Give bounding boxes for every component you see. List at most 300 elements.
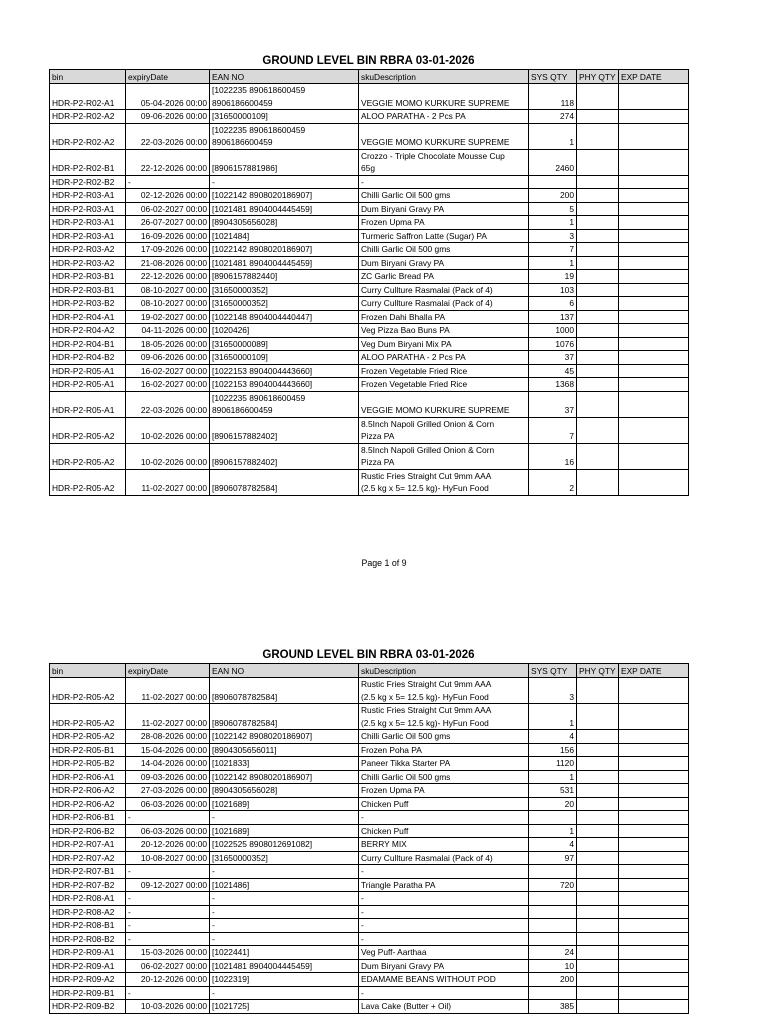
cell-ean-no: [1021725] <box>210 1000 359 1014</box>
cell-bin: HDR-P2-R03-B1 <box>50 283 126 297</box>
cell-sku-description: Chilli Garlic Oil 500 gms <box>359 730 529 744</box>
cell-sku-description: Chicken Puff <box>359 824 529 838</box>
cell-expiry-date: 22-12-2026 00:00 <box>126 149 210 175</box>
cell-phy-qty <box>577 351 619 365</box>
cell-exp-date <box>619 1000 689 1014</box>
cell-expiry-date: 16-09-2026 00:00 <box>126 229 210 243</box>
table-row <box>50 351 689 365</box>
cell-sys-qty <box>529 811 577 825</box>
cell-bin: HDR-P2-R05-A1 <box>50 391 126 417</box>
cell-ean-no: [1022235 890618600459 8906186600459 <box>210 391 359 417</box>
table-row <box>50 417 689 443</box>
cell-exp-date <box>619 256 689 270</box>
cell-sys-qty: 103 <box>529 283 577 297</box>
cell-ean-no: [1021481 8904004445459] <box>210 202 359 216</box>
table-row <box>50 469 689 495</box>
cell-bin: HDR-P2-R05-A1 <box>50 364 126 378</box>
cell-exp-date <box>619 784 689 798</box>
inventory-table-page-2 <box>49 663 689 1014</box>
cell-sys-qty: 385 <box>529 1000 577 1014</box>
cell-expiry-date: 08-10-2027 00:00 <box>126 297 210 311</box>
cell-phy-qty <box>577 959 619 973</box>
cell-expiry-date: 10-08-2027 00:00 <box>126 851 210 865</box>
table-row <box>50 364 689 378</box>
cell-expiry-date: 15-03-2026 00:00 <box>126 946 210 960</box>
cell-exp-date <box>619 743 689 757</box>
cell-ean-no: [1022153 8904004443660] <box>210 364 359 378</box>
cell-phy-qty <box>577 878 619 892</box>
cell-sku-description: Chilli Garlic Oil 500 gms <box>359 243 529 257</box>
cell-sku-description: - <box>359 986 529 1000</box>
table-row <box>50 892 689 906</box>
cell-phy-qty <box>577 110 619 124</box>
cell-sys-qty <box>529 905 577 919</box>
table-row <box>50 391 689 417</box>
cell-sys-qty <box>529 892 577 906</box>
cell-exp-date <box>619 443 689 469</box>
cell-sku-description: 8.5Inch Napoli Grilled Onion & Corn Pizza PA <box>359 417 529 443</box>
cell-sku-description: Chilli Garlic Oil 500 gms <box>359 770 529 784</box>
cell-exp-date <box>619 283 689 297</box>
col-header-expiry-date: expiryDate <box>126 70 210 84</box>
cell-phy-qty <box>577 704 619 730</box>
cell-sys-qty <box>529 932 577 946</box>
cell-ean-no: [1022525 8908012691082] <box>210 838 359 852</box>
cell-bin: HDR-P2-R04-A1 <box>50 310 126 324</box>
cell-sku-description: Frozen Upma PA <box>359 784 529 798</box>
cell-expiry-date: 11-02-2027 00:00 <box>126 704 210 730</box>
cell-phy-qty <box>577 123 619 149</box>
cell-exp-date <box>619 149 689 175</box>
table-row <box>50 946 689 960</box>
table-row <box>50 378 689 392</box>
cell-sku-description: Turmeric Saffron Latte (Sugar) PA <box>359 229 529 243</box>
cell-sku-description: - <box>359 905 529 919</box>
cell-exp-date <box>619 123 689 149</box>
cell-phy-qty <box>577 973 619 987</box>
cell-phy-qty <box>577 811 619 825</box>
cell-bin: HDR-P2-R03-B2 <box>50 297 126 311</box>
cell-ean-no: [8904305656011] <box>210 743 359 757</box>
cell-sys-qty: 1 <box>529 770 577 784</box>
cell-expiry-date: 09-03-2026 00:00 <box>126 770 210 784</box>
cell-sys-qty: 1 <box>529 256 577 270</box>
cell-exp-date <box>619 216 689 230</box>
cell-sys-qty: 19 <box>529 270 577 284</box>
table-header-row <box>50 664 689 678</box>
cell-sku-description: Veg Puff- Aarthaa <box>359 946 529 960</box>
table-row <box>50 175 689 189</box>
cell-exp-date <box>619 364 689 378</box>
table-row <box>50 443 689 469</box>
cell-bin: HDR-P2-R07-B1 <box>50 865 126 879</box>
cell-exp-date <box>619 704 689 730</box>
col-header-bin: bin <box>50 664 126 678</box>
cell-sys-qty: 1120 <box>529 757 577 771</box>
cell-exp-date <box>619 986 689 1000</box>
cell-sys-qty: 1076 <box>529 337 577 351</box>
col-header-expiry-date: expiryDate <box>126 664 210 678</box>
cell-sku-description: ALOO PARATHA - 2 Pcs PA <box>359 110 529 124</box>
cell-phy-qty <box>577 838 619 852</box>
cell-bin: HDR-P2-R04-A2 <box>50 324 126 338</box>
cell-expiry-date: 18-05-2026 00:00 <box>126 337 210 351</box>
cell-phy-qty <box>577 770 619 784</box>
cell-bin: HDR-P2-R09-B2 <box>50 1000 126 1014</box>
cell-ean-no: [1022142 8908020186907] <box>210 770 359 784</box>
cell-ean-no: [31650000089] <box>210 337 359 351</box>
cell-expiry-date: - <box>126 175 210 189</box>
cell-bin: HDR-P2-R07-A2 <box>50 851 126 865</box>
cell-expiry-date: 06-02-2027 00:00 <box>126 202 210 216</box>
cell-phy-qty <box>577 84 619 110</box>
cell-sys-qty: 118 <box>529 84 577 110</box>
table-row <box>50 270 689 284</box>
cell-bin: HDR-P2-R03-A2 <box>50 256 126 270</box>
cell-exp-date <box>619 919 689 933</box>
cell-expiry-date: - <box>126 865 210 879</box>
cell-phy-qty <box>577 851 619 865</box>
cell-phy-qty <box>577 743 619 757</box>
cell-phy-qty <box>577 270 619 284</box>
cell-bin: HDR-P2-R05-A2 <box>50 704 126 730</box>
table-body <box>50 678 689 1014</box>
cell-sys-qty: 137 <box>529 310 577 324</box>
cell-bin: HDR-P2-R04-B2 <box>50 351 126 365</box>
cell-expiry-date: 08-10-2027 00:00 <box>126 283 210 297</box>
cell-exp-date <box>619 243 689 257</box>
cell-sys-qty: 37 <box>529 391 577 417</box>
cell-sku-description: Frozen Dahi Bhalla PA <box>359 310 529 324</box>
cell-sys-qty: 45 <box>529 364 577 378</box>
cell-phy-qty <box>577 946 619 960</box>
cell-expiry-date: 11-02-2027 00:00 <box>126 469 210 495</box>
cell-phy-qty <box>577 417 619 443</box>
cell-expiry-date: 22-03-2026 00:00 <box>126 391 210 417</box>
cell-expiry-date: 10-02-2026 00:00 <box>126 417 210 443</box>
cell-exp-date <box>619 878 689 892</box>
col-header-sku-description: skuDescription <box>359 664 529 678</box>
table-row <box>50 678 689 704</box>
cell-sku-description: Frozen Upma PA <box>359 216 529 230</box>
cell-phy-qty <box>577 824 619 838</box>
cell-sku-description: - <box>359 811 529 825</box>
cell-sku-description: Rustic Fries Straight Cut 9mm AAA (2.5 kg x 5= 12.5 kg)- HyFun Food <box>359 704 529 730</box>
cell-sku-description: Frozen Poha PA <box>359 743 529 757</box>
cell-sku-description: Curry Cullture Rasmalai (Pack of 4) <box>359 851 529 865</box>
cell-ean-no: [1021833] <box>210 757 359 771</box>
cell-phy-qty <box>577 243 619 257</box>
col-header-exp-date: EXP DATE <box>619 70 689 84</box>
cell-exp-date <box>619 824 689 838</box>
cell-expiry-date: 15-04-2026 00:00 <box>126 743 210 757</box>
cell-sku-description: Dum Biryani Gravy PA <box>359 959 529 973</box>
cell-expiry-date: 06-03-2026 00:00 <box>126 797 210 811</box>
cell-expiry-date: 20-12-2026 00:00 <box>126 838 210 852</box>
cell-bin: HDR-P2-R09-A1 <box>50 946 126 960</box>
table-row <box>50 811 689 825</box>
cell-expiry-date: 04-11-2026 00:00 <box>126 324 210 338</box>
table-row <box>50 824 689 838</box>
cell-exp-date <box>619 959 689 973</box>
cell-exp-date <box>619 202 689 216</box>
cell-bin: HDR-P2-R02-A2 <box>50 110 126 124</box>
cell-ean-no: [1022319] <box>210 973 359 987</box>
cell-exp-date <box>619 175 689 189</box>
table-row <box>50 865 689 879</box>
cell-expiry-date: 05-04-2026 00:00 <box>126 84 210 110</box>
cell-phy-qty <box>577 189 619 203</box>
cell-phy-qty <box>577 986 619 1000</box>
cell-sys-qty: 3 <box>529 229 577 243</box>
cell-ean-no: [8906157882402] <box>210 417 359 443</box>
cell-sys-qty: 1 <box>529 824 577 838</box>
cell-phy-qty <box>577 297 619 311</box>
cell-sku-description: Lava Cake (Butter + Oil) <box>359 1000 529 1014</box>
table-row <box>50 337 689 351</box>
cell-bin: HDR-P2-R04-B1 <box>50 337 126 351</box>
cell-sku-description: Dum Biryani Gravy PA <box>359 256 529 270</box>
cell-ean-no: - <box>210 892 359 906</box>
cell-sku-description: Chicken Puff <box>359 797 529 811</box>
cell-bin: HDR-P2-R03-A1 <box>50 229 126 243</box>
cell-bin: HDR-P2-R03-A1 <box>50 202 126 216</box>
cell-bin: HDR-P2-R05-A1 <box>50 378 126 392</box>
cell-phy-qty <box>577 378 619 392</box>
table-row <box>50 310 689 324</box>
col-header-exp-date: EXP DATE <box>619 664 689 678</box>
cell-exp-date <box>619 678 689 704</box>
table-row <box>50 757 689 771</box>
table-header-row <box>50 70 689 84</box>
cell-sku-description: VEGGIE MOMO KURKURE SUPREME <box>359 84 529 110</box>
cell-sku-description: VEGGIE MOMO KURKURE SUPREME <box>359 123 529 149</box>
cell-exp-date <box>619 851 689 865</box>
cell-expiry-date: 10-02-2026 00:00 <box>126 443 210 469</box>
cell-phy-qty <box>577 932 619 946</box>
cell-exp-date <box>619 757 689 771</box>
cell-phy-qty <box>577 443 619 469</box>
cell-expiry-date: 19-02-2027 00:00 <box>126 310 210 324</box>
cell-sku-description: Paneer Tikka Starter PA <box>359 757 529 771</box>
cell-sku-description: Veg Pizza Bao Buns PA <box>359 324 529 338</box>
cell-phy-qty <box>577 784 619 798</box>
cell-sys-qty: 200 <box>529 973 577 987</box>
cell-sku-description: Dum Biryani Gravy PA <box>359 202 529 216</box>
cell-expiry-date: 21-08-2026 00:00 <box>126 256 210 270</box>
cell-bin: HDR-P2-R05-A2 <box>50 730 126 744</box>
cell-sku-description: Frozen Vegetable Fried Rice <box>359 364 529 378</box>
cell-ean-no: [31650000109] <box>210 110 359 124</box>
cell-exp-date <box>619 730 689 744</box>
table-row <box>50 229 689 243</box>
cell-ean-no: [31650000109] <box>210 351 359 365</box>
cell-phy-qty <box>577 283 619 297</box>
cell-sys-qty: 37 <box>529 351 577 365</box>
cell-sys-qty <box>529 865 577 879</box>
cell-bin: HDR-P2-R05-B1 <box>50 743 126 757</box>
cell-sys-qty: 1 <box>529 123 577 149</box>
col-header-phy-qty: PHY QTY <box>577 664 619 678</box>
cell-bin: HDR-P2-R06-A2 <box>50 797 126 811</box>
cell-expiry-date: 16-02-2027 00:00 <box>126 378 210 392</box>
cell-ean-no: [1022148 8904004440447] <box>210 310 359 324</box>
cell-sku-description: VEGGIE MOMO KURKURE SUPREME <box>359 391 529 417</box>
cell-expiry-date: - <box>126 811 210 825</box>
table-row <box>50 919 689 933</box>
cell-exp-date <box>619 337 689 351</box>
cell-exp-date <box>619 229 689 243</box>
cell-phy-qty <box>577 730 619 744</box>
page-2-title: GROUND LEVEL BIN RBRA 03-01-2026 <box>262 649 475 661</box>
cell-ean-no: [1022441] <box>210 946 359 960</box>
cell-exp-date <box>619 865 689 879</box>
cell-sys-qty: 97 <box>529 851 577 865</box>
cell-phy-qty <box>577 256 619 270</box>
cell-expiry-date: - <box>126 986 210 1000</box>
cell-ean-no: [1022142 8908020186907] <box>210 730 359 744</box>
table-row <box>50 838 689 852</box>
cell-sku-description: Rustic Fries Straight Cut 9mm AAA (2.5 kg x 5= 12.5 kg)- HyFun Food <box>359 469 529 495</box>
cell-sku-description: Chilli Garlic Oil 500 gms <box>359 189 529 203</box>
cell-bin: HDR-P2-R05-A2 <box>50 417 126 443</box>
table-row <box>50 123 689 149</box>
cell-ean-no: [8906157882440] <box>210 270 359 284</box>
cell-sys-qty <box>529 919 577 933</box>
page-2 <box>49 647 688 1014</box>
cell-expiry-date: 11-02-2027 00:00 <box>126 678 210 704</box>
cell-ean-no: - <box>210 986 359 1000</box>
cell-exp-date <box>619 797 689 811</box>
cell-exp-date <box>619 391 689 417</box>
cell-sku-description: Crozzo - Triple Chocolate Mousse Cup 65g <box>359 149 529 175</box>
cell-phy-qty <box>577 364 619 378</box>
cell-exp-date <box>619 270 689 284</box>
cell-bin: HDR-P2-R02-B1 <box>50 149 126 175</box>
cell-phy-qty <box>577 892 619 906</box>
table-row <box>50 110 689 124</box>
cell-bin: HDR-P2-R08-B2 <box>50 932 126 946</box>
cell-exp-date <box>619 310 689 324</box>
table-row <box>50 704 689 730</box>
table-row <box>50 256 689 270</box>
cell-phy-qty <box>577 202 619 216</box>
cell-phy-qty <box>577 337 619 351</box>
cell-ean-no: [1020426] <box>210 324 359 338</box>
cell-sys-qty <box>529 986 577 1000</box>
cell-sys-qty: 5 <box>529 202 577 216</box>
cell-sys-qty: 10 <box>529 959 577 973</box>
cell-phy-qty <box>577 678 619 704</box>
table-row <box>50 743 689 757</box>
cell-expiry-date: - <box>126 919 210 933</box>
cell-ean-no: [31650000352] <box>210 283 359 297</box>
cell-expiry-date: - <box>126 932 210 946</box>
cell-ean-no: [1021481 8904004445459] <box>210 256 359 270</box>
cell-expiry-date: 28-08-2026 00:00 <box>126 730 210 744</box>
col-header-sys-qty: SYS QTY <box>529 664 577 678</box>
cell-sku-description: BERRY MIX <box>359 838 529 852</box>
cell-sku-description: Veg Dum Biryani Mix PA <box>359 337 529 351</box>
cell-sku-description: - <box>359 865 529 879</box>
cell-bin: HDR-P2-R06-B2 <box>50 824 126 838</box>
cell-sys-qty: 20 <box>529 797 577 811</box>
cell-ean-no: [1022142 8908020186907] <box>210 243 359 257</box>
cell-ean-no: [1021481 8904004445459] <box>210 959 359 973</box>
cell-bin: HDR-P2-R03-A2 <box>50 243 126 257</box>
cell-bin: HDR-P2-R02-A2 <box>50 123 126 149</box>
cell-phy-qty <box>577 149 619 175</box>
cell-sys-qty: 1368 <box>529 378 577 392</box>
table-row <box>50 878 689 892</box>
cell-ean-no: [1022142 8908020186907] <box>210 189 359 203</box>
table-row <box>50 202 689 216</box>
cell-ean-no: [1021486] <box>210 878 359 892</box>
col-header-sku-description: skuDescription <box>359 70 529 84</box>
table-row <box>50 730 689 744</box>
cell-ean-no: [1022235 890618600459 8906186600459 <box>210 123 359 149</box>
cell-sku-description: Curry Cullture Rasmalai (Pack of 4) <box>359 283 529 297</box>
table-row <box>50 297 689 311</box>
cell-bin: HDR-P2-R09-B1 <box>50 986 126 1000</box>
cell-exp-date <box>619 838 689 852</box>
cell-phy-qty <box>577 1000 619 1014</box>
cell-sku-description: - <box>359 175 529 189</box>
cell-exp-date <box>619 811 689 825</box>
cell-bin: HDR-P2-R06-B1 <box>50 811 126 825</box>
cell-bin: HDR-P2-R03-B1 <box>50 270 126 284</box>
table-row <box>50 973 689 987</box>
cell-ean-no: - <box>210 811 359 825</box>
cell-exp-date <box>619 946 689 960</box>
col-header-bin: bin <box>50 70 126 84</box>
cell-bin: HDR-P2-R02-B2 <box>50 175 126 189</box>
cell-sku-description: - <box>359 892 529 906</box>
cell-sys-qty: 1000 <box>529 324 577 338</box>
cell-ean-no: [8906157882402] <box>210 443 359 469</box>
table-row <box>50 986 689 1000</box>
cell-sys-qty: 1 <box>529 216 577 230</box>
cell-ean-no: - <box>210 905 359 919</box>
table-row <box>50 770 689 784</box>
cell-expiry-date: 20-12-2026 00:00 <box>126 973 210 987</box>
cell-expiry-date: 02-12-2026 00:00 <box>126 189 210 203</box>
cell-sys-qty: 6 <box>529 297 577 311</box>
cell-exp-date <box>619 84 689 110</box>
cell-sys-qty: 720 <box>529 878 577 892</box>
cell-sys-qty: 2 <box>529 469 577 495</box>
inventory-table-page-1 <box>49 69 689 496</box>
table-row <box>50 149 689 175</box>
cell-exp-date <box>619 351 689 365</box>
cell-phy-qty <box>577 905 619 919</box>
cell-bin: HDR-P2-R05-A2 <box>50 678 126 704</box>
cell-ean-no: [1022235 890618600459 8906186600459 <box>210 84 359 110</box>
cell-bin: HDR-P2-R05-B2 <box>50 757 126 771</box>
cell-exp-date <box>619 770 689 784</box>
cell-bin: HDR-P2-R05-A2 <box>50 469 126 495</box>
cell-sku-description: ALOO PARATHA - 2 Pcs PA <box>359 351 529 365</box>
cell-ean-no: [31650000352] <box>210 297 359 311</box>
cell-phy-qty <box>577 865 619 879</box>
cell-phy-qty <box>577 310 619 324</box>
cell-phy-qty <box>577 216 619 230</box>
table-row <box>50 932 689 946</box>
cell-phy-qty <box>577 175 619 189</box>
table-row <box>50 905 689 919</box>
cell-sys-qty: 1 <box>529 704 577 730</box>
cell-sys-qty: 274 <box>529 110 577 124</box>
